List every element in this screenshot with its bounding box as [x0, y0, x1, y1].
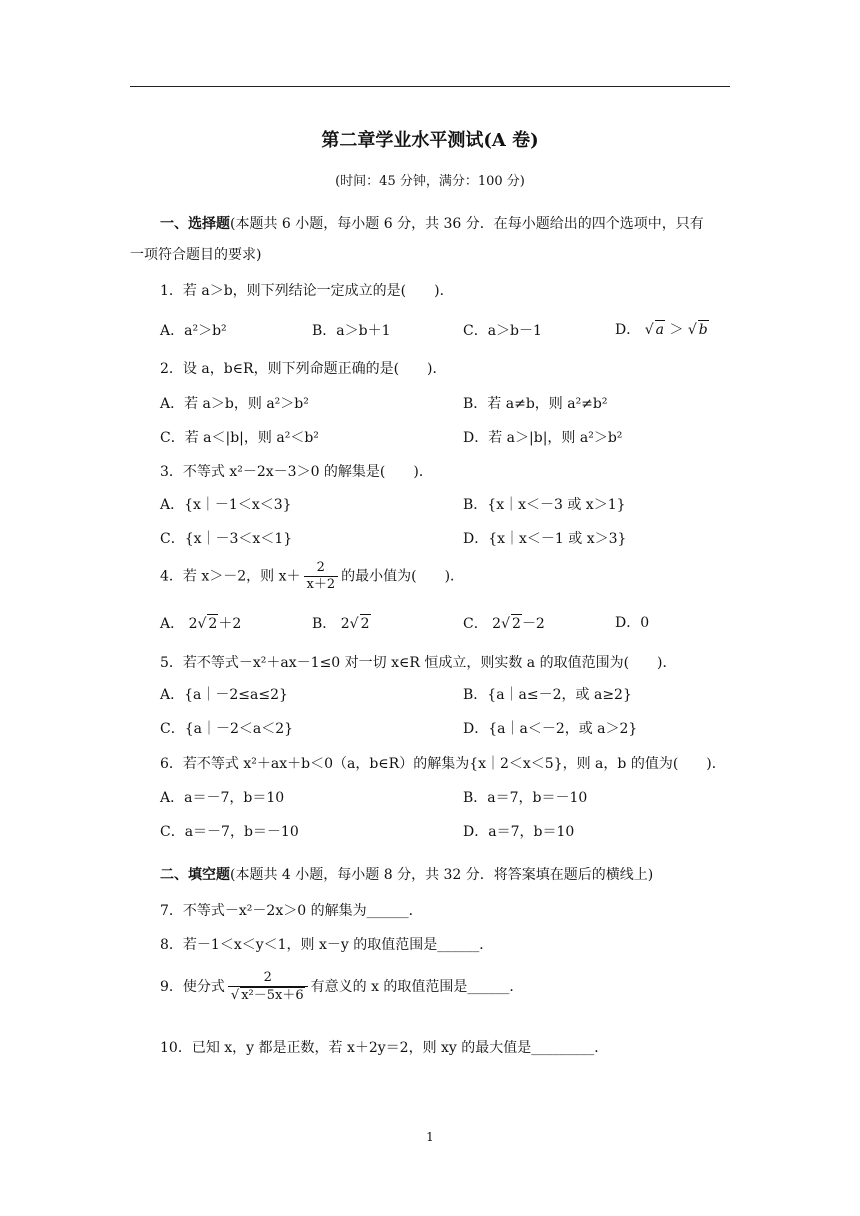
exam-info: (时间：45 分钟，满分：100 分) [335, 174, 525, 189]
radicand: 2 [208, 616, 218, 632]
subtrahend: －2 [521, 616, 545, 632]
radicand-b: b [698, 322, 708, 338]
section2-intro [160, 866, 653, 884]
question-4-option-a [160, 614, 241, 633]
question-3-option-b: B．{x｜x＜－3 或 x＞1} [463, 497, 626, 513]
stem-prefix: 9．使分式 [160, 979, 225, 995]
fraction-denominator [228, 987, 308, 1004]
question-1-option-d [615, 320, 709, 339]
question-6-option-c: C．a＝－7，b＝－10 [160, 824, 299, 840]
fraction-numerator: 2 [304, 560, 339, 577]
option-label: A． [160, 616, 185, 632]
question-4-option-d: D．0 [615, 615, 650, 631]
question-7-stem: 7．不等式－x²－2x＞0 的解集为______． [160, 903, 423, 919]
question-5-option-d: D．{a｜a＜－2，或 a＞2} [463, 721, 638, 737]
greater-than-sign: ＞ [669, 322, 684, 338]
question-10-stem: 10．已知 x，y 都是正数，若 x＋2y＝2，则 xy 的最大值是_________． [160, 1040, 609, 1056]
question-5-option-b: B．{a｜a≤－2，或 a≥2} [463, 687, 632, 703]
question-6-option-d: D．a＝7，b＝10 [463, 824, 575, 840]
question-1-option-c: C．a＞b－1 [463, 323, 542, 339]
question-2-option-b: B．若 a≠b，则 a²≠b² [463, 396, 608, 412]
question-3-stem: 3．不等式 x²－2x－3＞0 的解集是( )． [160, 464, 433, 480]
radicand: 2 [512, 616, 521, 632]
page-title: 第二章学业水平测试(A 卷) [321, 130, 539, 151]
sqrt-sign-icon: √ [644, 322, 654, 338]
question-6-option-a: A．a＝－7，b＝10 [160, 790, 285, 806]
header-rule [130, 86, 730, 87]
sqrt-sign-icon: √ [197, 616, 207, 632]
sqrt-sign-icon: √ [687, 322, 697, 338]
question-3-option-c: C．{x｜－3＜x＜1} [160, 531, 293, 547]
question-1-option-b: B．a＞b＋1 [312, 323, 391, 339]
option-label: B． [312, 616, 337, 632]
radicand: x²－5x＋6 [241, 988, 304, 1003]
section1-desc-cont: 一项符合题目的要求) [130, 247, 262, 263]
sqrt-sign-icon: √ [230, 988, 240, 1003]
option-d-label: D． [615, 322, 641, 338]
section1-desc: (本题共 6 小题，每小题 6 分，共 36 分．在每小题给出的四个选项中，只有 [230, 216, 704, 232]
fraction-denominator: x＋2 [306, 577, 336, 592]
question-2-stem: 2．设 a，b∈R，则下列命题正确的是( )． [160, 361, 447, 377]
coefficient: 2 [340, 616, 350, 632]
question-4-option-c [463, 614, 545, 633]
question-3-option-d: D．{x｜x＜－1 或 x＞3} [463, 531, 627, 547]
radicand: 2 [360, 616, 370, 632]
section1-intro [160, 215, 704, 233]
question-6-option-b: B．a＝7，b＝－10 [463, 790, 588, 806]
question-6-stem: 6．若不等式 x²＋ax＋b＜0（a，b∈R）的解集为{x｜2＜x＜5}，则 a，b 的值为( )． [160, 756, 726, 772]
radicand-a: a [655, 322, 664, 338]
page-number: 1 [426, 1130, 434, 1144]
option-label: C． [463, 616, 488, 632]
question-8-stem: 8．若－1＜x＜y＜1，则 x－y 的取值范围是______． [160, 937, 494, 953]
section2-desc: (本题共 4 小题，每小题 8 分，共 32 分．将答案填在题后的横线上) [230, 867, 654, 883]
question-3-option-a: A．{x｜－1＜x＜3} [160, 497, 292, 513]
coefficient: 2 [492, 616, 502, 632]
fraction [304, 560, 339, 593]
sqrt-sign-icon: √ [349, 616, 359, 632]
question-5-option-a: A．{a｜－2≤a≤2} [160, 687, 288, 703]
question-2-option-c: C．若 a＜|b|，则 a²＜b² [160, 430, 319, 446]
coefficient: 2 [188, 616, 198, 632]
question-5-stem: 5．若不等式－x²＋ax－1≤0 对一切 x∈R 恒成立，则实数 a 的取值范围为( )． [160, 655, 677, 671]
question-2-option-a: A．若 a＞b，则 a²＞b² [160, 396, 309, 412]
question-1-stem: 1．若 a＞b，则下列结论一定成立的是( )． [160, 283, 454, 299]
question-4-option-b [312, 614, 371, 633]
section2-heading: 二、填空题 [160, 867, 230, 883]
question-9-stem [160, 970, 523, 1004]
fraction-numerator: 2 [228, 970, 308, 987]
question-5-option-c: C．{a｜－2＜a＜2} [160, 721, 294, 737]
addend: ＋2 [218, 616, 242, 632]
stem-suffix: 有意义的 x 的取值范围是______． [310, 979, 524, 995]
question-2-option-d: D．若 a＞|b|，则 a²＞b² [463, 430, 623, 446]
fraction [228, 970, 308, 1004]
question-4-stem [160, 560, 464, 593]
section1-heading: 一、选择题 [160, 216, 230, 232]
question-1-option-a: A．a²＞b² [160, 323, 227, 339]
stem-suffix: 的最小值为( )． [341, 568, 465, 585]
sqrt-sign-icon: √ [501, 616, 511, 632]
stem-prefix: 4．若 x＞－2，则 x＋ [160, 568, 301, 585]
